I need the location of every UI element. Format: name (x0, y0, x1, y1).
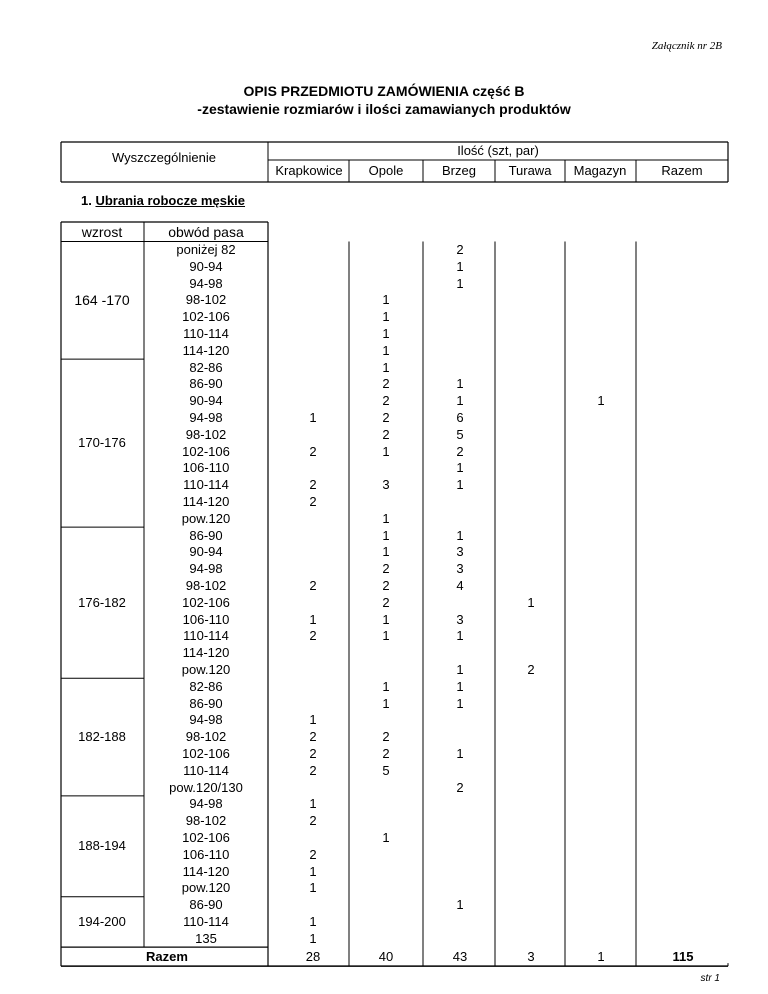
table-cell: 2 (382, 729, 390, 745)
group-label: 170-176 (78, 435, 126, 451)
table-row-waist: 98-102 (185, 578, 227, 593)
table-cell: 1 (456, 678, 464, 694)
table-row-waist: pow.120/130 (169, 779, 243, 795)
table-row-waist: 102-106 (182, 443, 230, 459)
table-row-waist: 110-114 (183, 914, 229, 929)
table-cell: 1 (456, 695, 464, 711)
table-row-waist: 86-90 (189, 527, 223, 543)
table-row-waist: 94-98 (189, 796, 223, 812)
group-label: 182-188 (78, 729, 126, 745)
table-row-waist: 110-114 (183, 628, 229, 644)
table-cell: 3 (456, 611, 464, 627)
header-col-3: Turawa (508, 163, 552, 178)
group-label: 176-182 (78, 594, 126, 610)
table-cell: 1 (382, 527, 390, 543)
table-cell: 1 (382, 678, 390, 694)
table-cell: 4 (456, 578, 464, 593)
table-cell: 1 (597, 393, 605, 409)
totals-cell: 1 (597, 948, 605, 964)
table-cell: 2 (527, 662, 535, 677)
table-row-waist: 110-114 (183, 762, 229, 778)
table-row-waist: 98-102 (185, 426, 227, 442)
section-number: 1. (81, 193, 92, 208)
table-row-waist: 110-114 (183, 326, 229, 341)
table-row-waist: 102-106 (182, 594, 230, 610)
table-row-waist: pow.120 (181, 880, 231, 896)
table-cell: 1 (382, 309, 390, 325)
header-col-5: Razem (661, 163, 703, 178)
table-row-waist: 90-94 (189, 544, 223, 560)
table-cell: 1 (456, 460, 464, 476)
table-row-waist: 135 (195, 930, 217, 946)
table-cell: 3 (456, 544, 464, 560)
table-cell: 5 (456, 426, 464, 442)
table-row-waist: 86-90 (189, 897, 223, 913)
table-cell: 6 (456, 410, 464, 425)
table-row-waist: 86-90 (189, 695, 223, 711)
table-cell: 1 (382, 695, 390, 711)
header-col-1: Opole (368, 163, 404, 178)
table-cell: 3 (456, 561, 464, 577)
table-row-waist: poniżej 82 (176, 242, 236, 257)
totals-cell: 43 (452, 948, 468, 964)
table-cell: 1 (382, 326, 390, 341)
header-col-4: Magazyn (573, 163, 627, 178)
table-row-waist: 86-90 (189, 376, 223, 392)
table-cell: 5 (382, 762, 390, 778)
document-subtitle: -zestawienie rozmiarów i ilości zamawianych produktów (197, 101, 571, 117)
table-cell: 2 (382, 393, 390, 409)
table-cell: 1 (309, 796, 317, 812)
table-cell: 2 (309, 813, 317, 829)
totals-cell: 40 (378, 948, 394, 964)
table-cell: 2 (382, 376, 390, 392)
grand-total: 115 (672, 948, 694, 964)
table-cell: 1 (456, 628, 464, 644)
table-cell: 2 (309, 443, 317, 459)
group-label: 188-194 (78, 838, 126, 854)
table-row-waist: 110-114 (183, 477, 229, 493)
table-cell: 1 (456, 746, 464, 761)
table-cell: 1 (309, 914, 317, 929)
table-row-waist: 82-86 (189, 359, 223, 375)
table-cell: 1 (382, 443, 390, 459)
table-cell: 2 (309, 477, 317, 493)
table-cell: 2 (309, 762, 317, 778)
table-cell: 1 (309, 880, 317, 896)
table-cell: 1 (382, 830, 390, 845)
table-row-waist: 94-98 (189, 561, 223, 577)
table-cell: 2 (456, 242, 464, 257)
table-cell: 1 (309, 611, 317, 627)
table-row-waist: 94-98 (189, 410, 223, 425)
table-row-waist: 94-98 (189, 275, 223, 291)
group-label: 194-200 (78, 913, 126, 929)
table-cell: 2 (309, 578, 317, 593)
table-cell: 1 (456, 393, 464, 409)
table-row-waist: 106-110 (182, 846, 230, 862)
table-row-waist: 90-94 (189, 258, 223, 274)
col-head-waist: obwód pasa (168, 224, 244, 240)
table-cell: 1 (456, 477, 464, 493)
table-row-waist: pow.120 (181, 510, 231, 526)
totals-cell: 3 (527, 948, 535, 964)
table-cell: 1 (309, 930, 317, 946)
table-row-waist: 106-110 (182, 611, 230, 627)
col-head-height: wzrost (81, 224, 123, 240)
annex-label: Załącznik nr 2B (651, 40, 722, 52)
table-cell: 1 (309, 712, 317, 728)
table-row-waist: 114-120 (182, 863, 230, 879)
group-label: 164 -170 (74, 292, 130, 309)
section-title: Ubrania robocze męskie (95, 193, 246, 208)
table-cell: 1 (309, 410, 317, 425)
table-cell: 1 (456, 897, 464, 913)
table-cell: 1 (382, 342, 390, 358)
table-cell: 2 (309, 628, 317, 644)
table-cell: 1 (527, 594, 535, 610)
table-cell: 1 (382, 359, 390, 375)
table-row-waist: 106-110 (182, 460, 230, 476)
header-qty: Ilość (szt, par) (457, 143, 539, 158)
table-cell: 1 (382, 544, 390, 560)
totals-label: Razem (146, 948, 188, 964)
table-cell: 2 (309, 846, 317, 862)
table-cell: 1 (382, 628, 390, 644)
table-cell: 2 (382, 561, 390, 577)
table-row-waist: 114-120 (182, 645, 230, 661)
table-cell: 2 (309, 746, 317, 761)
table-row-waist: 98-102 (185, 729, 227, 745)
table-row-waist: 102-106 (182, 746, 230, 761)
table-cell: 2 (382, 410, 390, 425)
table-cell: 1 (382, 510, 390, 526)
table-cell: 2 (456, 443, 464, 459)
table-cell: 2 (382, 746, 390, 761)
table-cell: 1 (456, 527, 464, 543)
table-cell: 1 (382, 292, 390, 308)
table-row-waist: 114-120 (182, 494, 230, 509)
table-row-waist: 102-106 (182, 309, 230, 325)
table-row-waist: 90-94 (189, 393, 223, 409)
page-number: str 1 (700, 973, 720, 984)
table-cell: 3 (382, 477, 390, 493)
table-cell: 1 (456, 662, 464, 677)
table-row-waist: 82-86 (189, 678, 223, 694)
table-cell: 1 (456, 376, 464, 392)
table-row-waist: 102-106 (182, 830, 230, 845)
table-cell: 2 (382, 426, 390, 442)
table-row-waist: 114-120 (182, 342, 230, 358)
header-spec: Wyszczególnienie (112, 150, 216, 165)
table-row-waist: 98-102 (185, 292, 227, 308)
table-row-waist: 94-98 (189, 712, 223, 728)
table-cell: 1 (309, 863, 317, 879)
header-col-0: Krapkowice (275, 163, 343, 178)
table-cell: 2 (456, 779, 464, 795)
header-col-2: Brzeg (442, 163, 476, 178)
table-cell: 1 (456, 275, 464, 291)
table-row-waist: 98-102 (185, 813, 227, 829)
table-cell: 1 (382, 611, 390, 627)
table-cell: 2 (382, 578, 390, 593)
document-title: OPIS PRZEDMIOTU ZAMÓWIENIA część B (243, 83, 525, 99)
table-cell: 2 (309, 494, 317, 509)
table-cell: 1 (456, 258, 464, 274)
table-cell: 2 (309, 729, 317, 745)
totals-cell: 28 (305, 948, 321, 964)
table-cell: 2 (382, 594, 390, 610)
table-row-waist: pow.120 (181, 662, 231, 677)
